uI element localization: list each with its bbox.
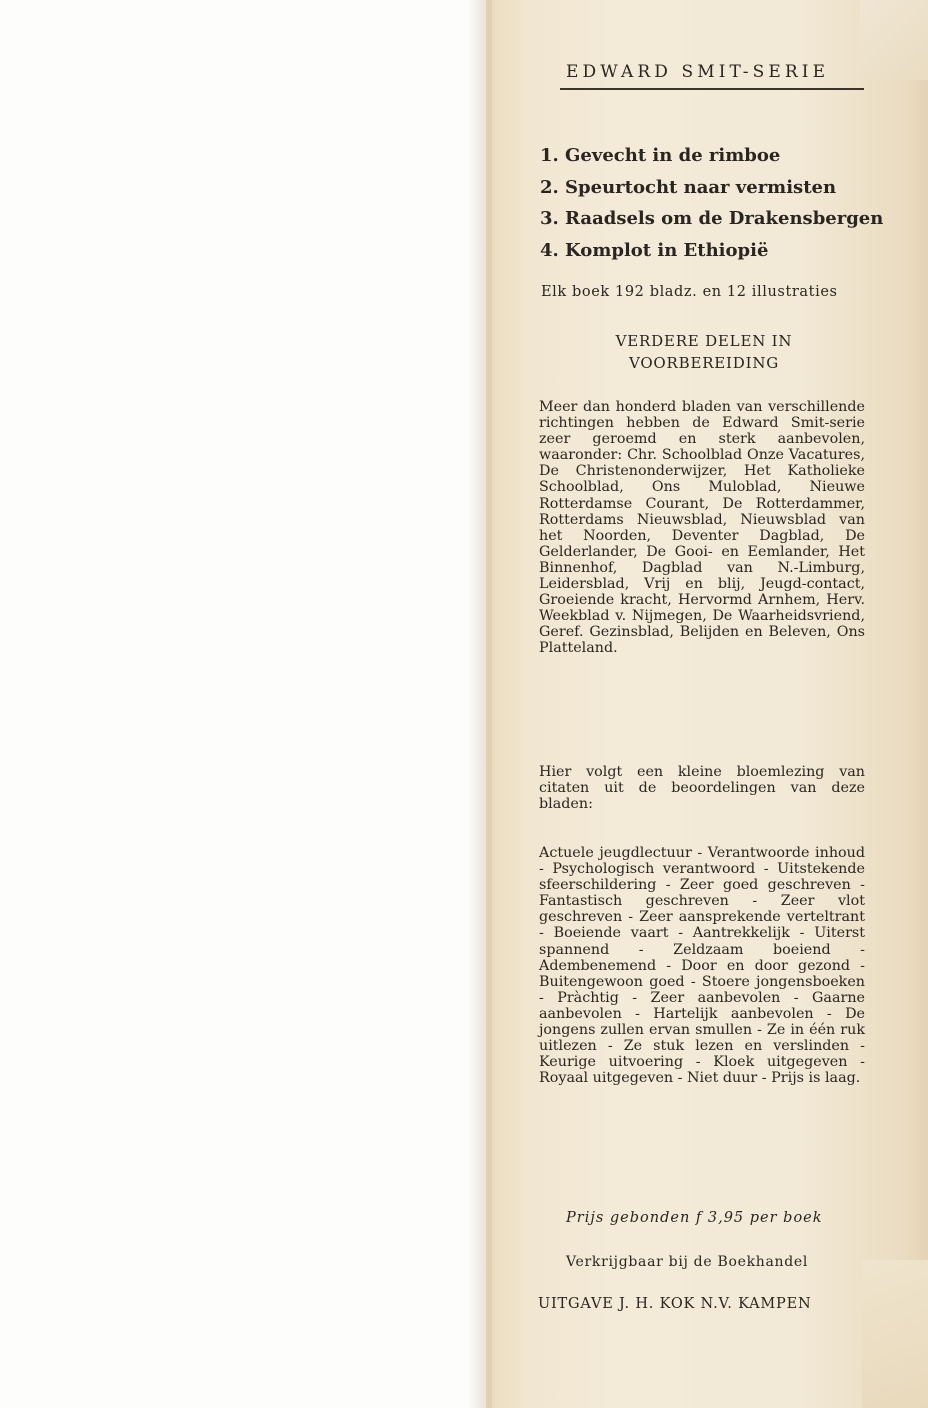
price-line: Prijs gebonden f 3,95 per boek bbox=[566, 1210, 823, 1226]
availability-line: Verkrijgbaar bij de Boekhandel bbox=[566, 1254, 809, 1270]
review-quotes: Actuele jeugdlectuur - Verantwoorde inhoud - Psychologisch verantwoord - Uitstekende sfeerschildering - Zeer goed geschreven - Fantastisch geschreven - Zeer vlot geschreven - Zeer aansprekende verteltrant - Boeiende vaart - Aantrekkelijk - Uiterst spannend - Zeldzaam boeiend - Adembenemend - Door en door gezond - Buitengewoon goed - Stoere jongensboeken - Pràchtig - Zeer aanbevolen - Gaarne aanbevolen - Hartelijk aanbevolen - De jongens zullen ervan smullen - Ze in één ruk uitlezen - Ze stuk lezen en verslinden - Keurige uitvoering - Kloek uitgegeven - Royaal uitgegeven - Niet duur - Prijs is laag. bbox=[539, 845, 865, 1087]
book-title: 2. Speurtocht naar vermisten bbox=[540, 176, 837, 198]
recommendations-paragraph: Meer dan honderd bladen van verschillende richtingen hebben de Edward Smit-serie zeer geroemd en sterk aanbevolen, waaronder: Chr. Schoolblad Onze Vacatures, De Christenonderwijzer, Het Katholieke Schoolblad, Ons Muloblad, Nieuwe Rotterdamse Courant, De Rotterdammer, Rotterdams Nieuwsblad, Nieuwsblad van het Noorden, Deventer Dagblad, De Gelderlander, De Gooi- en Eemlander, Het Binnenhof, Dagblad van N.-Limburg, Leidersblad, Vrij en blij, Jeugd-contact, Groeiende kracht, Hervormd Arnhem, Herv. Weekblad v. Nijmegen, De Waarheidsvriend, Geref. Gezinsblad, Belijden en Beleven, Ons Platteland. bbox=[539, 399, 865, 657]
book-title: 1. Gevecht in de rimboe bbox=[540, 145, 781, 166]
forthcoming-notice: VERDERE DELEN IN VOORBEREIDING bbox=[615, 332, 793, 372]
book-list bbox=[540, 140, 884, 266]
per-book-info: Elk boek 192 bladz. en 12 illustraties bbox=[541, 284, 838, 300]
series-title: EDWARD SMIT-SERIE bbox=[566, 62, 830, 82]
book-title: 4. Komplot in Ethiopië bbox=[540, 239, 769, 261]
book-title: 3. Raadsels om de Drakensbergen bbox=[540, 208, 884, 229]
series-title-rule bbox=[560, 88, 864, 90]
quotes-intro: Hier volgt een kleine bloemlezing van citaten uit de beoordelingen van deze bladen: bbox=[539, 764, 865, 813]
publisher-line: UITGAVE J. H. KOK N.V. KAMPEN bbox=[538, 1296, 812, 1312]
jacket-fold-bottom bbox=[862, 1260, 928, 1408]
jacket-fold-top bbox=[860, 0, 928, 80]
jacket-edge bbox=[486, 0, 492, 1408]
